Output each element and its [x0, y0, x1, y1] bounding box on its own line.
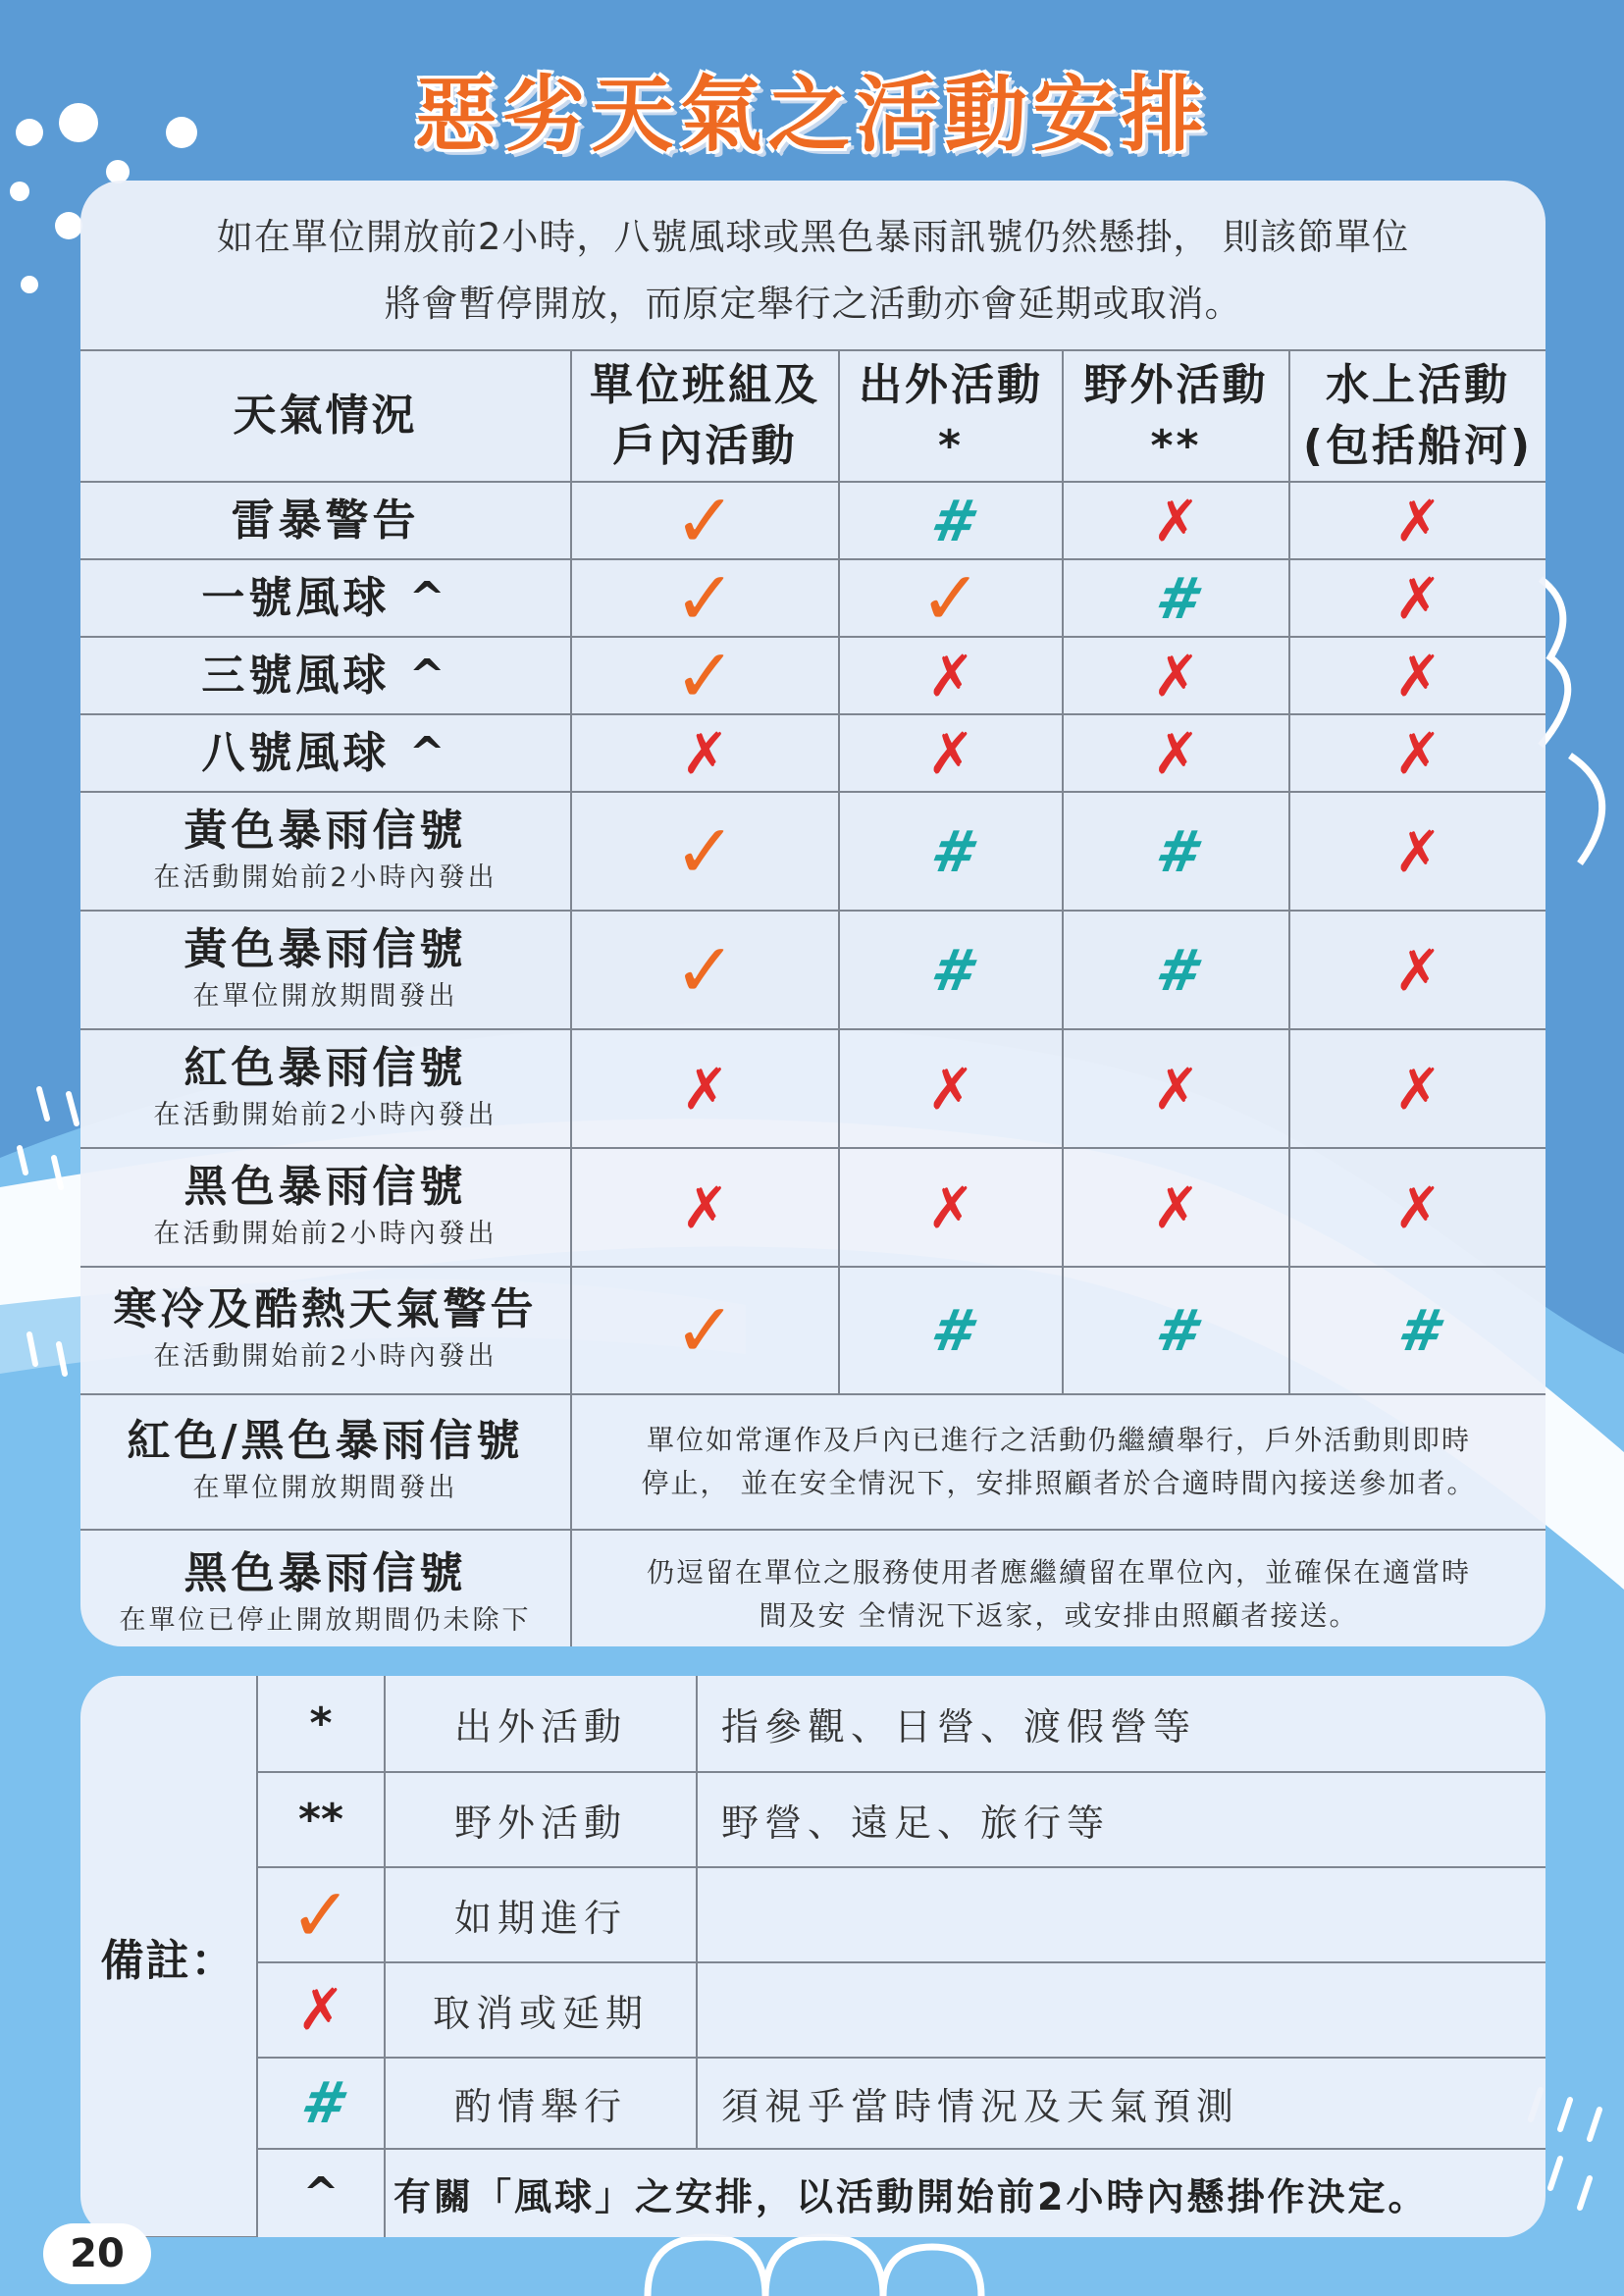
cross-icon: ✗ [681, 1055, 729, 1122]
legend-desc: 野營、遠足、旅行等 [697, 1772, 1545, 1867]
mark-cell [1063, 714, 1289, 792]
legend-name: 野外活動 [385, 1772, 697, 1867]
cross-icon: ✗ [1152, 487, 1200, 554]
legend-row [80, 2058, 1545, 2149]
mark-cell [839, 714, 1063, 792]
note-text-line1: 單位如常運作及戶內已進行之活動仍繼續舉行，戶外活動則即時 [646, 1424, 1471, 1456]
note-text [571, 1530, 1545, 1646]
arrangement-table [80, 349, 1545, 1646]
mark-cell [1289, 559, 1545, 637]
condition-main: 黃色暴雨信號 [183, 805, 467, 856]
intro-text [80, 204, 1545, 338]
cross-icon: ✗ [1152, 719, 1200, 787]
header-field-line2: ** [1150, 421, 1202, 471]
mark-cell [1063, 911, 1289, 1029]
table-row [80, 637, 1545, 714]
note-condition-sub: 在單位已停止開放期間仍未除下 [119, 1604, 532, 1636]
legend-key-hash [257, 2058, 385, 2149]
mark-cell [839, 637, 1063, 714]
mark-cell [1289, 1267, 1545, 1394]
weather-arrangement-card [80, 181, 1545, 1646]
check-icon: ✓ [673, 476, 737, 564]
condition-cell [80, 482, 571, 559]
condition-sub: 在活動開始前2小時內發出 [153, 1099, 498, 1130]
condition-main: 紅色暴雨信號 [183, 1042, 467, 1093]
condition-cell [80, 1267, 571, 1394]
check-icon: ✓ [673, 1286, 737, 1374]
note-row [80, 1530, 1545, 1646]
mark-cell [571, 1267, 839, 1394]
cross-icon: ✗ [681, 1174, 729, 1241]
cross-icon: ✗ [1393, 1174, 1442, 1241]
mark-cell [571, 1029, 839, 1148]
condition-sub: 在單位開放期間發出 [192, 980, 458, 1012]
cross-icon: ✗ [1393, 642, 1442, 709]
note-text [571, 1394, 1545, 1530]
hash-icon: # [1151, 1297, 1201, 1364]
legend-key-check [257, 1867, 385, 1962]
mark-cell [1063, 637, 1289, 714]
hash-icon: # [926, 1297, 975, 1364]
condition-main: 黑色暴雨信號 [183, 1161, 467, 1212]
legend-desc [697, 1867, 1545, 1962]
mark-cell [1063, 1029, 1289, 1148]
page-number: 20 [43, 2223, 151, 2284]
legend-row [80, 1772, 1545, 1867]
header-field-line1: 野外活動 [1083, 360, 1269, 410]
legend-caret-text: 有關「風球」之安排，以活動開始前2小時內懸掛作決定。 [385, 2149, 1545, 2237]
mark-cell [839, 482, 1063, 559]
hash-icon: # [926, 936, 975, 1004]
table-row [80, 1148, 1545, 1267]
intro-line-1: 如在單位開放前2小時，八號風球或黑色暴雨訊號仍然懸掛， 則該節單位 [216, 216, 1410, 258]
header-weather: 天氣情況 [80, 350, 571, 482]
mark-cell [1289, 714, 1545, 792]
header-outing-line1: 出外活動 [859, 360, 1043, 410]
legend-desc [697, 1962, 1545, 2058]
cross-icon: ✗ [1393, 487, 1442, 554]
table-row [80, 482, 1545, 559]
hash-icon: # [296, 2068, 345, 2136]
condition-main: 三號風球 ^ [201, 650, 449, 701]
cross-icon: ✗ [681, 719, 729, 787]
cross-icon: ✗ [926, 1055, 975, 1122]
cross-icon: ✗ [1393, 564, 1442, 632]
legend-key: ** [257, 1772, 385, 1867]
header-indoor-line1: 單位班組及 [590, 360, 820, 410]
cross-icon: ✗ [1393, 936, 1442, 1004]
legend-heading: 備註： [80, 1676, 257, 2237]
note-text-line1: 仍逗留在單位之服務使用者應繼續留在單位內，並確保在適當時 [646, 1555, 1471, 1589]
note-condition-main: 黑色暴雨信號 [183, 1547, 467, 1598]
hash-icon: # [1151, 936, 1201, 1004]
mark-cell [571, 1148, 839, 1267]
mark-cell [1289, 792, 1545, 911]
condition-cell [80, 714, 571, 792]
mark-cell [571, 631, 839, 719]
mark-cell [1289, 1029, 1545, 1148]
table-row [80, 792, 1545, 911]
condition-cell [80, 911, 571, 1029]
mark-cell [839, 1267, 1063, 1394]
condition-cell [80, 1148, 571, 1267]
cross-icon: ✗ [1152, 1174, 1200, 1241]
header-water-line2: (包括船河) [1302, 421, 1534, 471]
mark-cell [839, 553, 1063, 642]
condition-main: 黃色暴雨信號 [183, 923, 467, 974]
hash-icon: # [926, 817, 975, 885]
mark-cell [1063, 482, 1289, 559]
header-indoor [571, 350, 839, 482]
condition-main: 八號風球 ^ [201, 727, 449, 778]
condition-cell [80, 559, 571, 637]
condition-main: 寒冷及酷熱天氣警告 [113, 1284, 538, 1334]
mark-cell [571, 553, 839, 642]
hash-icon: # [1151, 817, 1201, 885]
legend-key-cross [257, 1962, 385, 2058]
check-icon: ✓ [673, 807, 737, 895]
header-water-line1: 水上活動 [1326, 360, 1510, 410]
mark-cell [839, 792, 1063, 911]
table-row [80, 714, 1545, 792]
condition-main: 雷暴警告 [231, 495, 420, 546]
cross-icon: ✗ [296, 1975, 345, 2043]
cross-icon: ✗ [926, 719, 975, 787]
legend-row [80, 2149, 1545, 2237]
mark-cell [839, 911, 1063, 1029]
condition-main: 一號風球 ^ [201, 572, 449, 623]
table-row [80, 1029, 1545, 1148]
intro-line-2: 將會暫停開放，而原定舉行之活動亦會延期或取消。 [384, 283, 1242, 325]
legend-desc: 指參觀、日營、渡假營等 [697, 1676, 1545, 1772]
check-icon: ✓ [673, 925, 737, 1014]
legend-row [80, 1867, 1545, 1962]
table-row [80, 1267, 1545, 1394]
legend-caret-key: ^ [257, 2149, 385, 2237]
cross-icon: ✗ [926, 1174, 975, 1241]
check-icon: ✓ [289, 1870, 352, 1958]
mark-cell [1063, 792, 1289, 911]
condition-cell [80, 637, 571, 714]
mark-cell [1289, 1148, 1545, 1267]
check-icon: ✓ [919, 553, 982, 642]
note-text-line2: 間及安 全情況下返家，或安排由照顧者接送。 [759, 1598, 1359, 1632]
header-outing-line2: * [937, 421, 964, 471]
mark-cell [1063, 1267, 1289, 1394]
legend-name: 如期進行 [385, 1867, 697, 1962]
legend-desc: 須視乎當時情況及天氣預測 [697, 2058, 1545, 2149]
mark-cell [1289, 637, 1545, 714]
table-header-row [80, 350, 1545, 482]
hash-icon: # [926, 487, 975, 554]
cross-icon: ✗ [1152, 642, 1200, 709]
header-outing [839, 350, 1063, 482]
hash-icon: # [1393, 1297, 1442, 1364]
cross-icon: ✗ [1393, 1055, 1442, 1122]
mark-cell [571, 911, 839, 1029]
note-condition-sub: 在單位開放期間發出 [192, 1473, 458, 1503]
mark-cell [571, 714, 839, 792]
legend-row [80, 1962, 1545, 2058]
mark-cell [571, 792, 839, 911]
mark-cell [839, 1148, 1063, 1267]
cross-icon: ✗ [1393, 719, 1442, 787]
header-water [1289, 350, 1545, 482]
legend-card [80, 1676, 1545, 2237]
note-condition [80, 1530, 571, 1646]
condition-sub: 在活動開始前2小時內發出 [153, 1218, 498, 1249]
legend-key: * [257, 1676, 385, 1772]
header-field [1063, 350, 1289, 482]
legend-table [80, 1676, 1545, 2237]
condition-cell [80, 1029, 571, 1148]
legend-name: 出外活動 [385, 1676, 697, 1772]
mark-cell [839, 1029, 1063, 1148]
table-row [80, 911, 1545, 1029]
note-condition [80, 1394, 571, 1530]
mark-cell [1063, 559, 1289, 637]
mark-cell [1289, 911, 1545, 1029]
mark-cell [1289, 482, 1545, 559]
check-icon: ✓ [673, 553, 737, 642]
legend-name: 取消或延期 [385, 1962, 697, 2058]
mark-cell [571, 476, 839, 564]
table-row [80, 559, 1545, 637]
note-condition-main: 紅色/黑色暴雨信號 [127, 1416, 524, 1466]
legend-row [80, 1676, 1545, 1772]
check-icon: ✓ [673, 631, 737, 719]
condition-sub: 在活動開始前2小時內發出 [153, 1341, 498, 1372]
condition-cell [80, 792, 571, 911]
legend-name: 酌情舉行 [385, 2058, 697, 2149]
page-title: 惡劣天氣之活動安排 [414, 67, 1210, 163]
cross-icon: ✗ [926, 642, 975, 709]
cross-icon: ✗ [1152, 1055, 1200, 1122]
note-row [80, 1394, 1545, 1530]
hash-icon: # [1151, 564, 1201, 632]
mark-cell [1063, 1148, 1289, 1267]
header-indoor-line2: 戶內活動 [612, 421, 798, 471]
condition-sub: 在活動開始前2小時內發出 [153, 861, 498, 893]
note-text-line2: 停止， 並在安全情況下，安排照顧者於合適時間內接送參加者。 [641, 1467, 1477, 1499]
cross-icon: ✗ [1393, 817, 1442, 885]
